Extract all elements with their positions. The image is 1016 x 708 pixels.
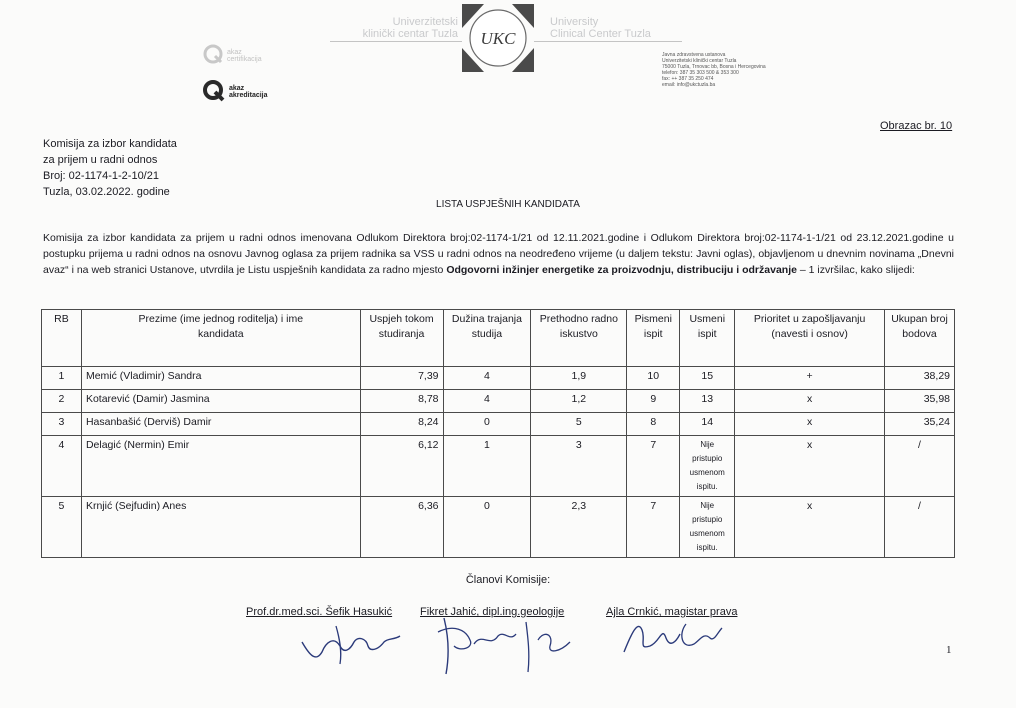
- signature-1-scribble: [296, 612, 406, 668]
- list-title: LISTA USPJEŠNIH KANDIDATA: [436, 199, 580, 210]
- col-priority: Prioritet u zapošljavanju (navesti i osnov): [735, 310, 885, 367]
- akaz-q-icon-faded: [203, 44, 223, 64]
- col-oral-exam: Usmeni ispit: [680, 310, 735, 367]
- table-row: 4 Delagić (Nermin) Emir 6,12 1 3 7 Nije pristupio usmenom ispitu. x /: [42, 436, 955, 497]
- table-row: 3 Hasanbašić (Derviš) Damir 8,24 0 5 8 14 x 35,24: [42, 413, 955, 436]
- form-number: Obrazac br. 10: [880, 120, 953, 132]
- table-header-row: [42, 310, 955, 367]
- header-name-en: University Clinical Center Tuzla: [550, 16, 651, 40]
- header-name-bs: Univerzitetski klinički centar Tuzla: [362, 16, 458, 40]
- ukc-logo: [462, 4, 534, 72]
- col-experience: Prethodno radno iskustvo: [531, 310, 627, 367]
- table-row: 1 Memić (Vladimir) Sandra 7,39 4 1,9 10 15 + 38,29: [42, 367, 955, 390]
- signature-3-scribble: [616, 612, 726, 660]
- intro-paragraph: Komisija za izbor kandidata za prijem u radni odnos imenovana Odlukom Direktora broj:02-1174-1/21 od 12.11.2021.godine i Odlukom Direktora broj:02-1174-1-1/21 od 23.12.2021.godine u postupku prijema u radni odnos na osnovu Javnog oglasa za prijem radnika sa VSS u radni odnos na neodređeno vrijeme (u daljem tekstu: Javni oglas), objavljenom u dnevnim novinama „Dnevni avaz“ i na web stranici Ustanove, utvrdila je Listu uspješnih kandidata za radno mjesto Odgovorni inžinjer energetike za proizvodnju, distribuciju i održavanje – 1 izvršilac, kako slijedi:: [43, 232, 954, 276]
- signatory-3: Ajla Crnkić, magistar prava: [606, 606, 738, 618]
- members-title: Članovi Komisije:: [465, 574, 551, 586]
- col-duration: Dužina trajanja studija: [443, 310, 531, 367]
- candidates-table: [41, 309, 955, 558]
- signatory-2: Fikret Jahić, dipl.ing.geologije: [420, 606, 565, 618]
- signatory-1: Prof.dr.med.sci. Šefik Hasukić: [246, 606, 393, 618]
- col-rb: RB: [42, 310, 82, 367]
- col-total: Ukupan broj bodova: [885, 310, 955, 367]
- col-success: Uspjeh tokom studiranja: [360, 310, 443, 367]
- header-rule-right: [534, 41, 682, 42]
- page-number: 1: [946, 644, 952, 656]
- svg-text:UKC: UKC: [480, 29, 516, 48]
- akaz-q-icon: [203, 80, 225, 102]
- col-name: Prezime (ime jednog roditelja) i ime kandidata: [81, 310, 360, 367]
- institution-address: Javna zdravstvena ustanova Univerzitetski klinički centar Tuzla 75000 Tuzla, Trnovac bb, Bosna i Hercegovina telefon: 387 35 303 500 & 353 300 fax: ++ 387 35 250 474 email: info@ukctuzla.ba: [662, 52, 766, 88]
- header-rule-left: [330, 41, 462, 42]
- table-row: 2 Kotarević (Damir) Jasmina 8,78 4 1,2 9 13 x 35,98: [42, 390, 955, 413]
- table-row: 5 Krnjić (Sejfudin) Anes 6,36 0 2,3 7 Nije pristupio usmenom ispitu. x /: [42, 497, 955, 558]
- committee-block: Komisija za izbor kandidata za prijem u radni odnos Broj: 02-1174-1-2-10/21 Tuzla, 03.02.2022. godine: [43, 138, 177, 198]
- signature-2-scribble: [430, 612, 580, 682]
- position-name: Odgovorni inžinjer energetike za proizvodnju, distribuciju i održavanje: [446, 264, 797, 276]
- col-written-exam: Pismeni ispit: [627, 310, 680, 367]
